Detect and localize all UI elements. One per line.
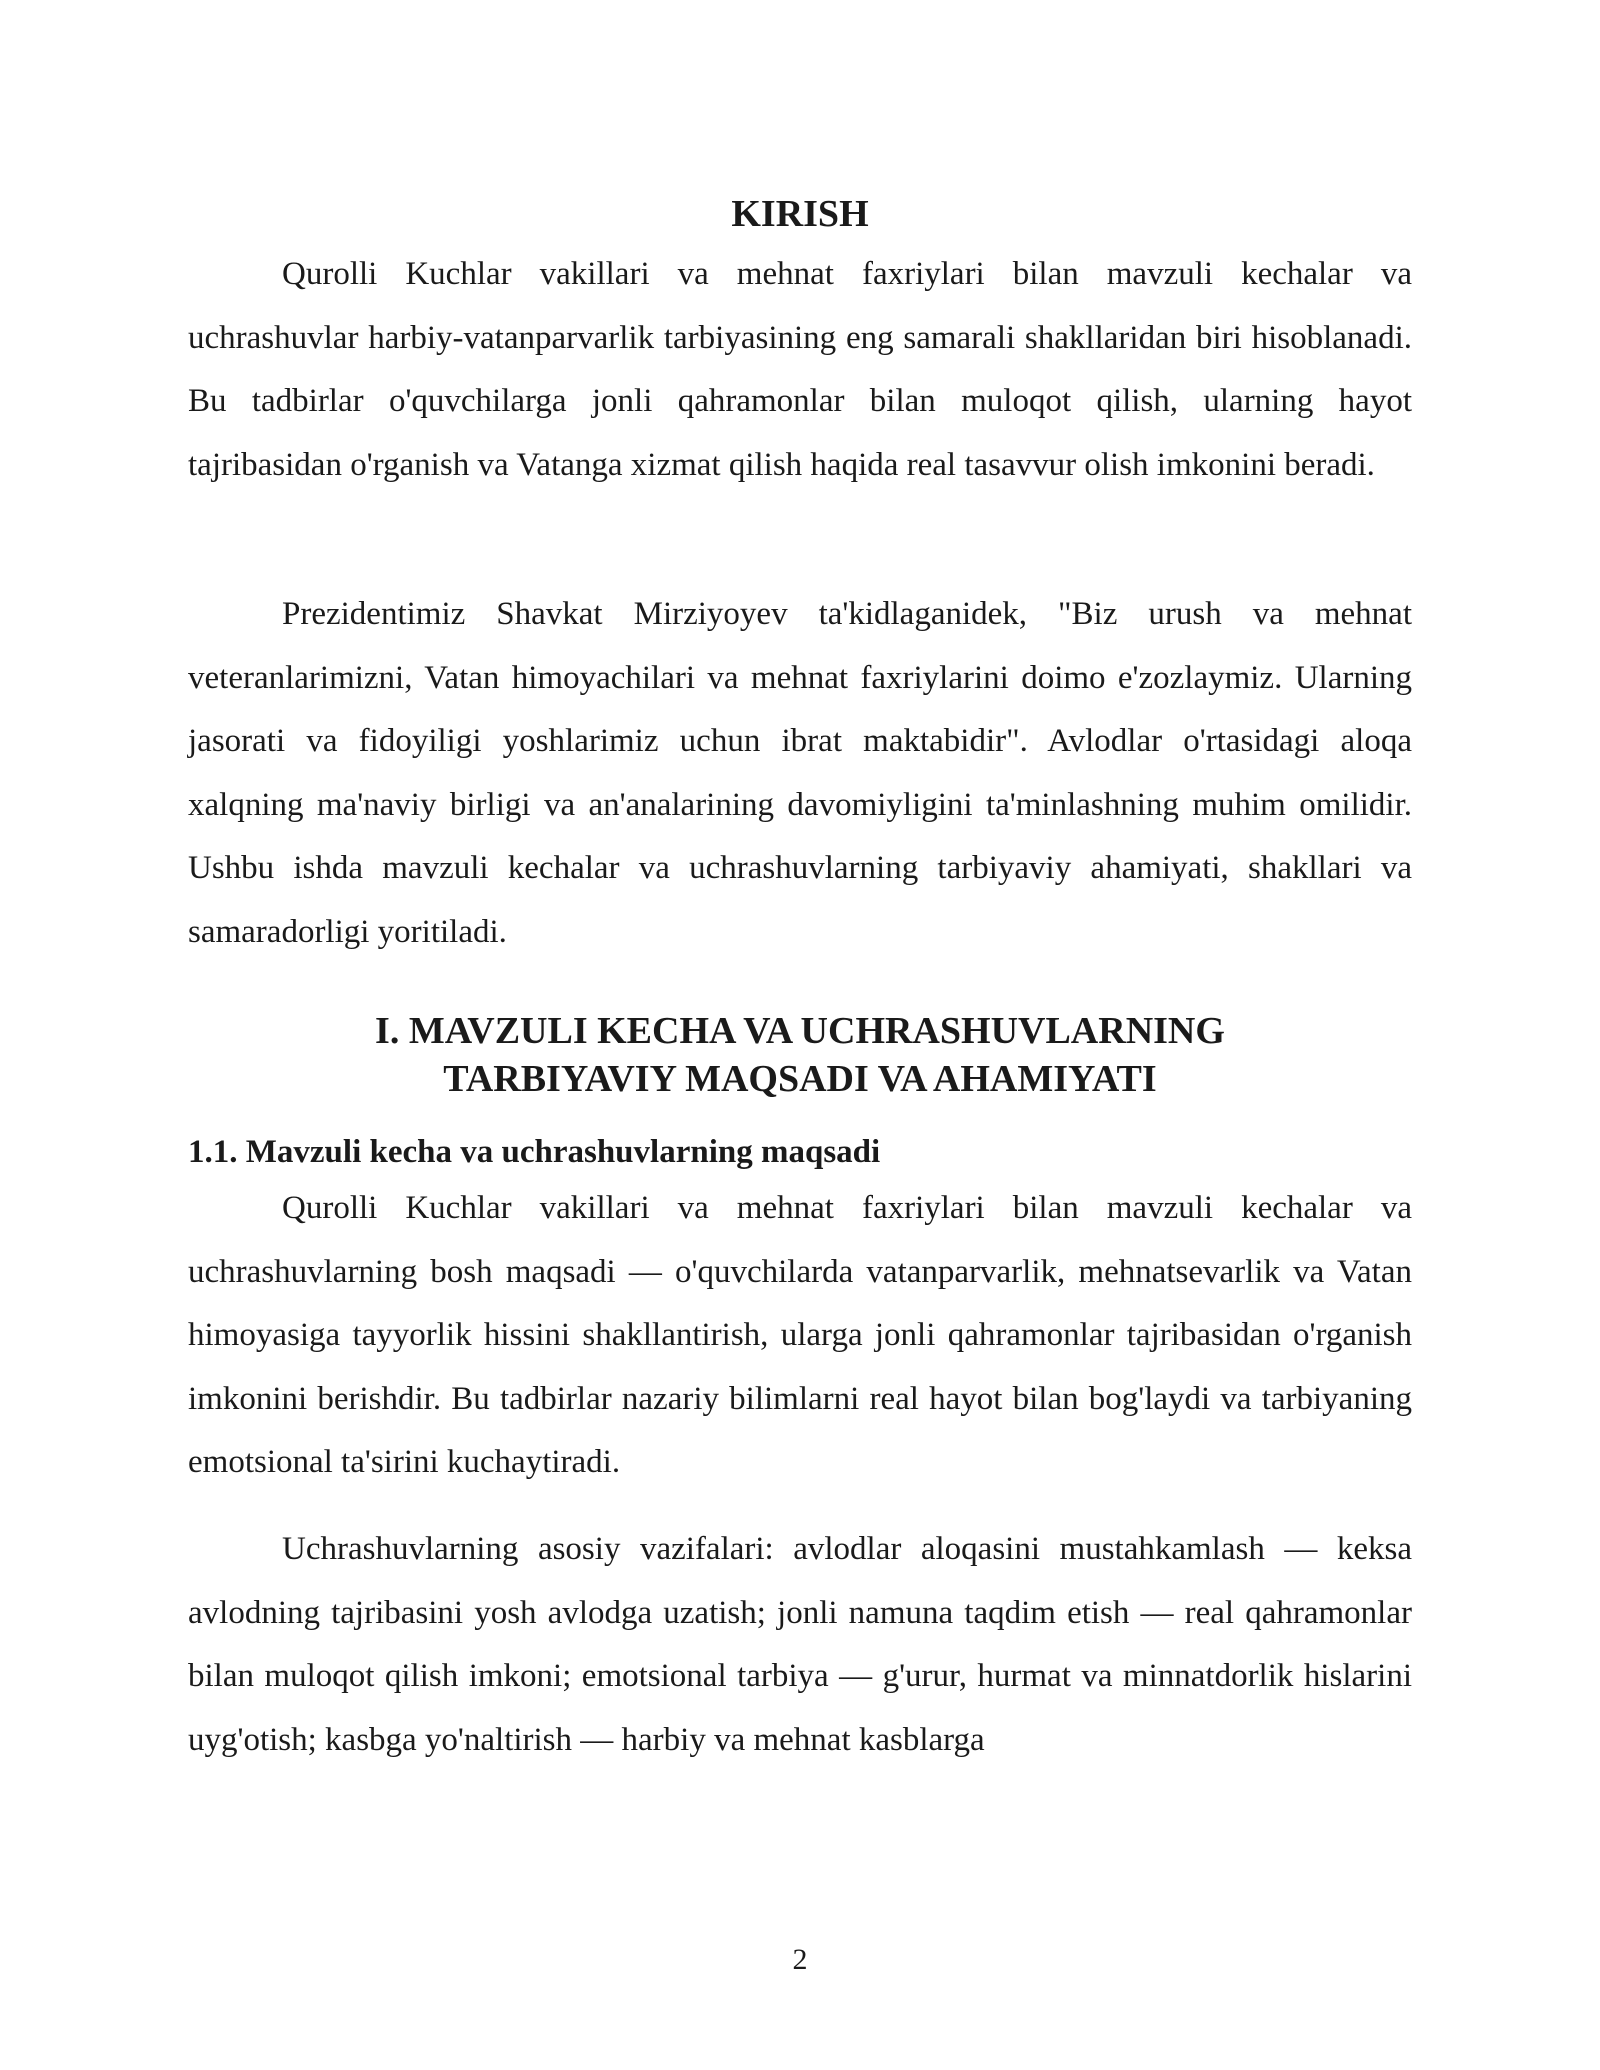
subsection-1-1-heading: 1.1. Mavzuli kecha va uchrashuvlarning maqsadi (188, 1134, 881, 1170)
section-1-heading (188, 1007, 1412, 1103)
document-page (188, 0, 1412, 2070)
section-1-heading-line-1: I. MAVZULI KECHA VA UCHRASHUVLARNING (375, 1010, 1225, 1052)
section-1-paragraph-2: Uchrashuvlarning asosiy vazifalari: avlodlar aloqasini mustahkamlash — keksa avlodning tajribasini yosh avlodga uzatish; jonli namuna taqdim etish — real qahramonlar bilan muloqot qilish imkoni; emotsional tarbiya — g'urur, hurmat va minnatdorlik hislarini uyg'otish; kasbga yo'naltirish — harbiy va mehnat kasblarga (188, 1531, 1412, 1758)
section-1-heading-line-2: TARBIYAVIY MAQSADI VA AHAMIYATI (443, 1058, 1157, 1100)
section-1-paragraph-1: Qurolli Kuchlar vakillari va mehnat faxriylari bilan mavzuli kechalar va uchrashuvlarning bosh maqsadi — o'quvchilarda vatanparvarlik, mehnatsevarlik va Vatan himoyasiga tayyorlik hissini shakllantirish, ularga jonli qahramonlar tajribasidan o'rganish imkonini berishdir. Bu tadbirlar nazariy bilimlarni real hayot bilan bog'laydi va tarbiyaning emotsional ta'sirini kuchaytiradi. (188, 1190, 1412, 1480)
page-number: 2 (792, 1943, 808, 1976)
intro-heading: KIRISH (731, 193, 869, 235)
intro-paragraph-1: Qurolli Kuchlar vakillari va mehnat faxriylari bilan mavzuli kechalar va uchrashuvlar harbiy-vatanparvarlik tarbiyasining eng samarali shakllaridan biri hisoblanadi. Bu tadbirlar o'quvchilarga jonli qahramonlar bilan muloqot qilish, ularning hayot tajribasidan o'rganish va Vatanga xizmat qilish haqida real tasavvur olish imkonini beradi. (188, 256, 1412, 483)
intro-paragraph-2: Prezidentimiz Shavkat Mirziyoyev ta'kidlaganidek, "Biz urush va mehnat veteranlarimizni, Vatan himoyachilari va mehnat faxriylarini doimo e'zozlaymiz. Ularning jasorati va fidoyiligi yoshlarimiz uchun ibrat maktabidir". Avlodlar o'rtasidagi aloqa xalqning ma'naviy birligi va an'analarining davomiyligini ta'minlashning muhim omilidir. Ushbu ishda mavzuli kechalar va uchrashuvlarning tarbiyaviy ahamiyati, shakllari va samaradorligi yoritiladi. (188, 596, 1412, 950)
